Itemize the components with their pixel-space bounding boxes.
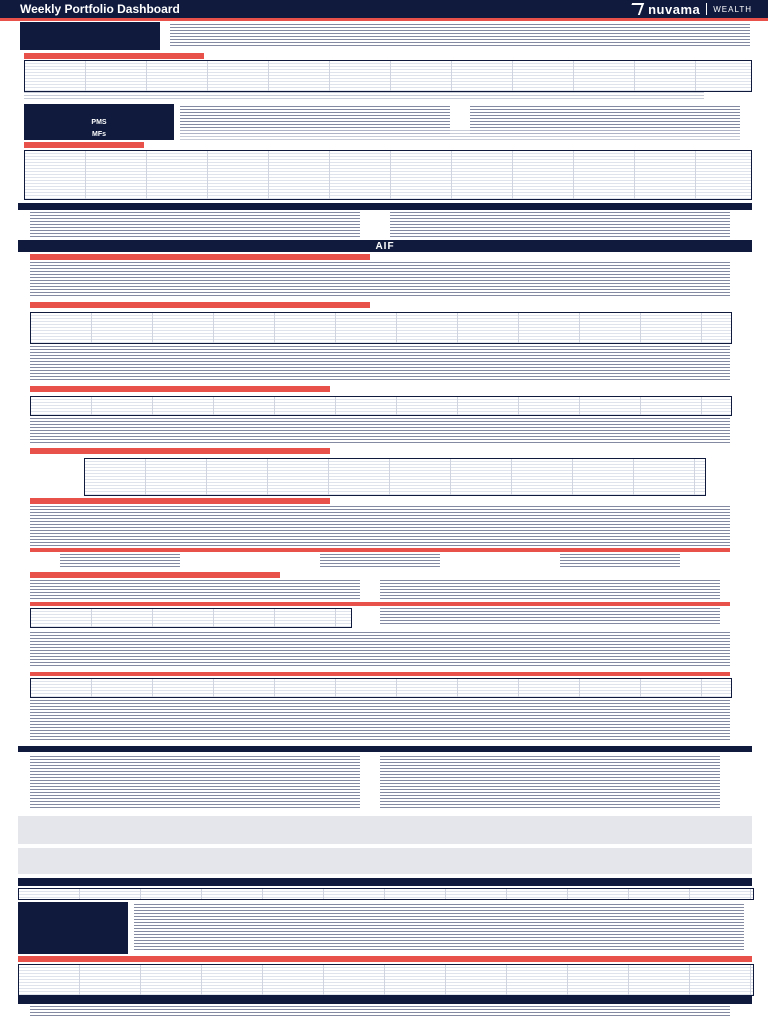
aif-text-6	[380, 608, 720, 626]
aif-sub-bar-1	[30, 254, 370, 260]
aif-text-2	[30, 346, 730, 382]
table1	[24, 60, 752, 92]
aif-sub-bar-2	[30, 302, 370, 308]
aif-table-2	[30, 396, 732, 416]
stats-bar	[30, 548, 730, 552]
aif-text-7	[30, 632, 730, 668]
highlight-bar	[18, 203, 752, 210]
aif-table-4	[30, 608, 352, 628]
bars-bar	[30, 602, 730, 606]
aif-text-3	[30, 418, 730, 444]
highlight-text-right	[390, 212, 730, 238]
lower-text-right	[380, 756, 720, 810]
stat-1	[60, 554, 180, 568]
brand-name: nuvama	[648, 1, 701, 17]
table1-title-bar	[24, 53, 204, 59]
aif-sub-bar-4	[30, 448, 330, 454]
pms-label: PMS	[91, 118, 107, 126]
aif-text-4	[30, 506, 730, 546]
mfs-table	[24, 150, 752, 200]
aif-sub-bar-7	[30, 672, 730, 676]
grey-panel-1	[18, 816, 752, 844]
top-text-block	[170, 24, 750, 48]
stat-2	[320, 554, 440, 568]
aif-text-1	[30, 262, 730, 298]
brand-logo	[630, 2, 768, 17]
grey-panel-2	[18, 848, 752, 874]
brand-sub: WEALTH	[713, 4, 752, 14]
stat-3	[560, 554, 680, 568]
brand-mark-icon	[628, 3, 644, 15]
top-left-panel	[20, 22, 160, 50]
mfs-label: MFs	[92, 130, 106, 138]
aif-table-1	[30, 312, 732, 344]
bottom-footnote	[30, 1006, 730, 1018]
aif-section-heading	[18, 240, 752, 252]
aif-sub-bar-3	[30, 386, 330, 392]
bottom-table-1	[18, 888, 754, 900]
aif-table-5	[30, 678, 732, 698]
bottom-navy-bar-2	[18, 996, 752, 1004]
aif-sub-bar-6	[30, 572, 280, 578]
bottom-left-panel	[18, 902, 128, 954]
header-accent	[0, 18, 768, 21]
aif-table-3	[84, 458, 706, 496]
mfs-title-bar	[24, 142, 144, 148]
bottom-table-2	[18, 964, 754, 996]
mfs-text	[180, 130, 740, 140]
highlight-text-left	[30, 212, 360, 238]
aif-text-5b	[380, 580, 720, 600]
brand-divider	[706, 3, 707, 15]
bottom-navy-bar	[18, 878, 752, 886]
page-header	[0, 0, 768, 18]
aif-sub-bar-5	[30, 498, 330, 504]
aif-title: AIF	[375, 240, 395, 252]
lower-text-left	[30, 756, 360, 810]
bottom-text-block	[134, 904, 744, 952]
aif-text-8	[30, 700, 730, 740]
page-title: Weekly Portfolio Dashboard	[20, 2, 180, 16]
aif-text-5a	[30, 580, 360, 600]
lower-navy-bar	[18, 746, 752, 752]
bottom-red-bar	[18, 956, 752, 962]
table1-notes	[24, 92, 704, 100]
